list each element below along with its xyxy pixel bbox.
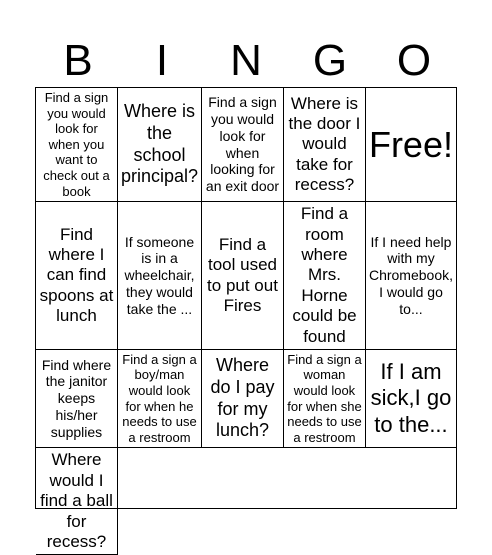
header-letter-b: B — [63, 36, 93, 85]
header-letter-n: N — [230, 36, 262, 85]
bingo-cell[interactable]: Find a sign you would look for when you want to check out a book — [36, 88, 118, 202]
bingo-header — [36, 37, 456, 85]
bingo-cell[interactable]: Find a sign a boy/man would look for when he needs to use a restroom — [118, 350, 202, 449]
bingo-cell[interactable]: Find a room where Mrs. Horne could be found — [284, 202, 366, 350]
bingo-cell[interactable]: Where is the door I would take for recess? — [284, 88, 366, 202]
header-letter-i: I — [155, 36, 169, 85]
bingo-cell[interactable]: If someone is in a wheelchair, they would take the ... — [118, 202, 202, 350]
bingo-cell[interactable]: Find where the janitor keeps his/her supplies — [36, 350, 118, 449]
bingo-cell[interactable]: Where is the school principal? — [118, 88, 202, 202]
bingo-cell[interactable]: If I am sick,I go to the... — [366, 350, 456, 449]
bingo-cell[interactable]: Where would I find a ball for recess? — [36, 448, 118, 555]
header-letter-o: O — [396, 36, 432, 85]
bingo-cell[interactable]: If I need help with my Chromebook, I would go to... — [366, 202, 456, 350]
bingo-cell[interactable]: Where do I pay for my lunch? — [202, 350, 284, 449]
bingo-cell[interactable]: Find where I can find spoons at lunch — [36, 202, 118, 350]
bingo-cell[interactable]: Find a sign you would look for when looking for an exit door — [202, 88, 284, 202]
bingo-cell[interactable]: Find a sign a woman would look for when she needs to use a restroom — [284, 350, 366, 449]
bingo-cell[interactable]: Find a tool used to put out Fires — [202, 202, 284, 350]
bingo-board — [35, 87, 457, 552]
header-letter-g: G — [312, 36, 348, 85]
bingo-free-cell[interactable]: Free! — [366, 88, 456, 202]
